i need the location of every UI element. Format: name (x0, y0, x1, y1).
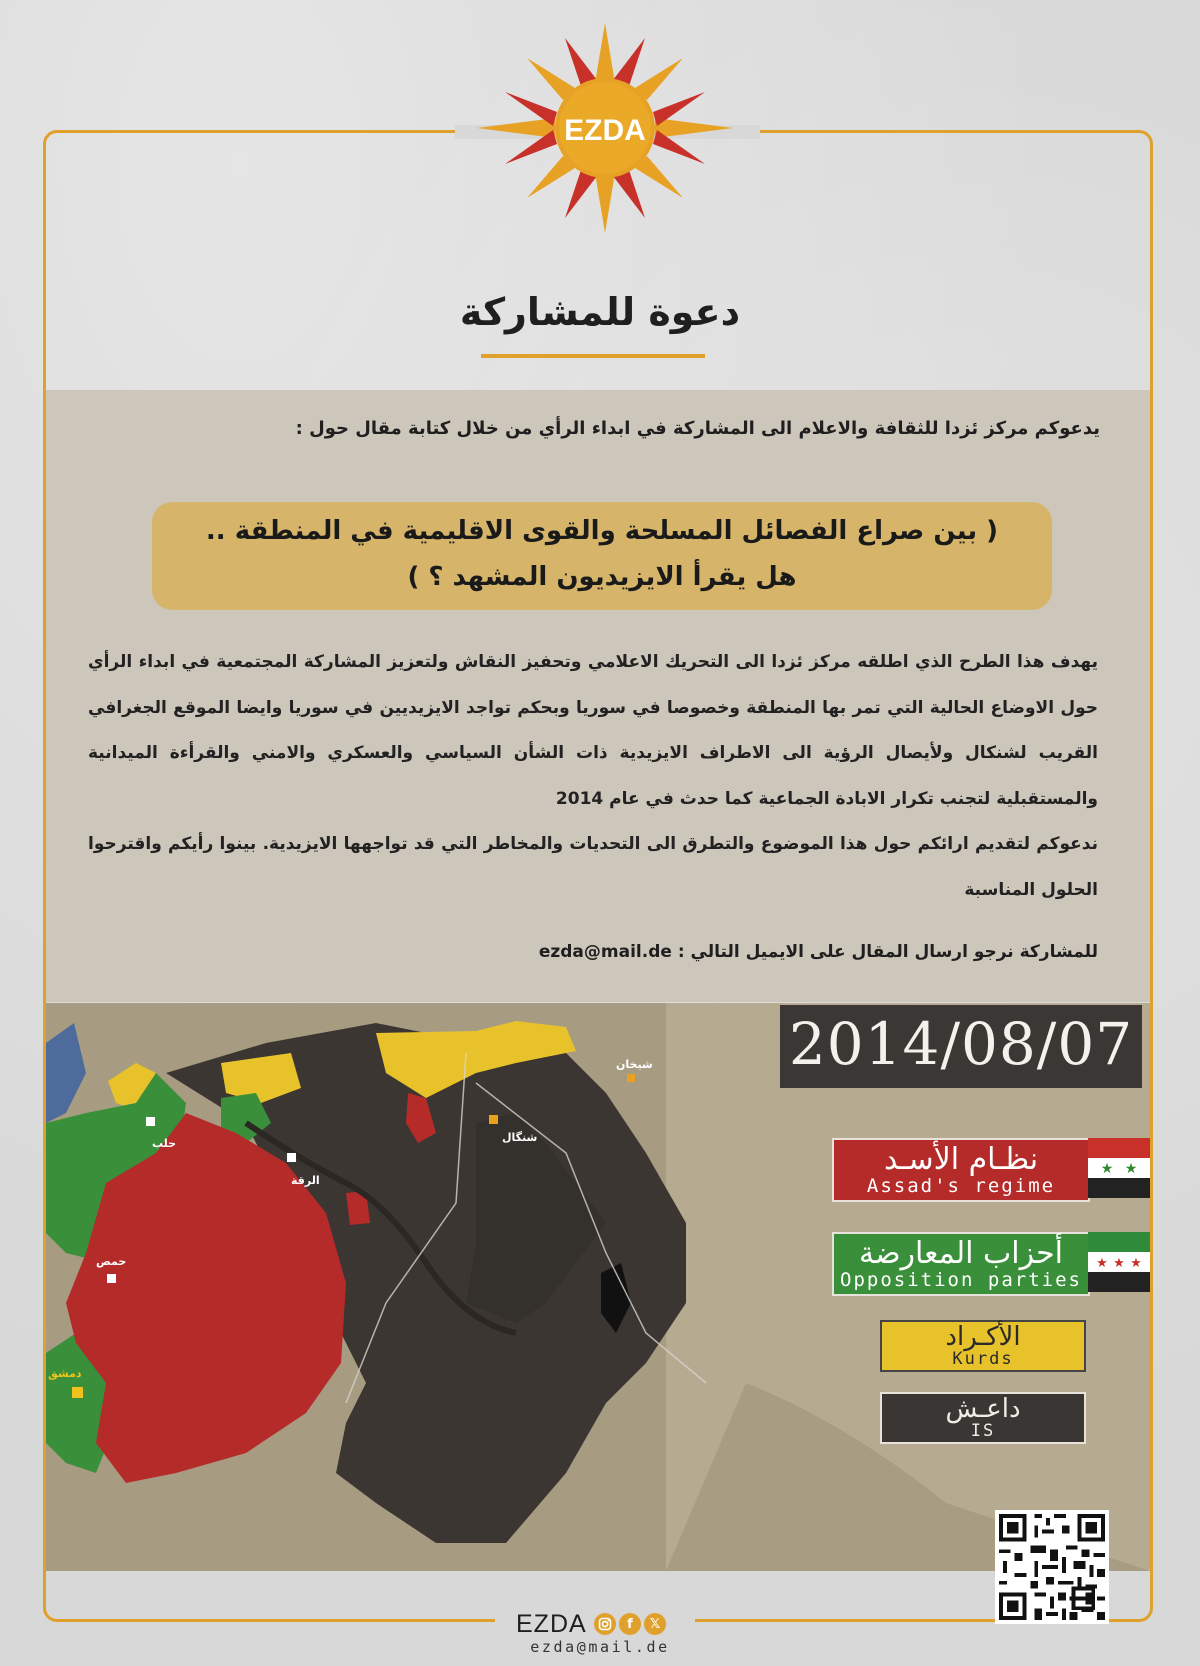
headline-line: ( بين صراع الفصائل المسلحة والقوى الاقليمية في المنطقة .. (205, 516, 999, 546)
legend-label-ar: أحزاب المعارضة (858, 1236, 1064, 1271)
qr-code[interactable] (995, 1510, 1109, 1624)
headline-box (152, 502, 1052, 610)
city-label-shingal: شنگال (502, 1131, 538, 1144)
city-marker (489, 1115, 498, 1124)
legend-kurds (880, 1320, 1086, 1372)
sun-ray (505, 130, 557, 164)
sun-ray (635, 156, 683, 198)
sun-ray (565, 38, 597, 86)
body-paragraph: ندعوكم لتقديم ارائكم حول هذا الموضوع والتطرق الى التحديات والمخاطر التي قد تواجهها الايزيدية. بينوا رأيكم واقترحوا الحلول المناسبة (88, 834, 1098, 900)
headline-line: هل يقرأ الايزيديون المشهد ؟ ) (407, 562, 797, 592)
legend-label-ar: الأكـراد (945, 1322, 1021, 1352)
city-label-raqqa: الرقة (291, 1174, 320, 1187)
sun-ray (595, 23, 615, 83)
city-marker (107, 1274, 116, 1283)
city-marker (72, 1387, 83, 1398)
legend-opposition (832, 1232, 1090, 1296)
legend-label-en: Opposition parties (840, 1269, 1082, 1291)
sun-ray (527, 58, 575, 100)
sun-ray (653, 92, 705, 126)
ezda-logo (477, 12, 733, 242)
legend-label-en: IS (970, 1421, 996, 1441)
syria-opposition-flag (1088, 1232, 1150, 1292)
legend-label-en: Kurds (952, 1349, 1014, 1369)
legend-label-ar: نظـام الأسـد (883, 1142, 1039, 1177)
logo-text: EZDA (564, 114, 646, 147)
svg-text:★: ★ (1124, 1161, 1138, 1177)
contact-label: للمشاركة نرجو ارسال المقال على الايميل التالي : (677, 942, 1098, 962)
sun-ray (613, 38, 645, 86)
svg-text:★: ★ (1113, 1256, 1125, 1271)
svg-text:★: ★ (1130, 1256, 1142, 1271)
instagram-icon[interactable] (594, 1613, 616, 1635)
sun-ray (655, 118, 733, 138)
sun-ray (653, 130, 705, 164)
syria-regime-flag (1088, 1138, 1150, 1198)
svg-text:★: ★ (1100, 1161, 1114, 1177)
city-label-aleppo: حلب (152, 1137, 177, 1150)
facebook-icon[interactable]: f (619, 1613, 641, 1635)
city-marker (146, 1117, 155, 1126)
contact-email[interactable]: ezda@mail.de (538, 942, 672, 962)
city-label-homs: حمص (96, 1255, 127, 1268)
city-marker (287, 1153, 296, 1162)
map-date: 2014/08/07 (788, 1010, 1134, 1078)
footer-brand: EZDA (516, 1610, 587, 1638)
legend-is (880, 1392, 1086, 1444)
city-label-damascus: دمشق (48, 1367, 82, 1380)
sun-ray (565, 170, 597, 218)
intro-text: يدعوكم مركز ئزدا للثقافة والاعلام الى المشاركة في ابداء الرأي من خلال كتابة مقال حول : (295, 418, 1100, 439)
svg-text:★: ★ (1096, 1256, 1108, 1271)
page-title: دعوة للمشاركة (459, 290, 741, 334)
legend-assad (832, 1138, 1090, 1202)
footer-email[interactable]: ezda@mail.de (530, 1638, 670, 1656)
legend-label-en: Assad's regime (866, 1175, 1056, 1197)
body-text (88, 640, 1098, 913)
body-paragraph: يهدف هذا الطرح الذي اطلقه مركز ئزدا الى التحريك الاعلامي وتحفيز النقاش ولتعزيز المشاركة المجتمعية في ابداء الرأي حول الاوضاع الحالية التي تمر بها المنطقة وخصوصا في سوريا وبحكم تواجد الايزيديين في سوريا وايضا الموقع الجغرافي القريب لشنكال ولأيصال الرؤية الى الاطراف الايزيدية ذات الشأن السياسي والعسكري والامني والقرأءة الميدانية والمستقبلية لتجنب تكرار الابادة الجماعية كما حدث في عام 2014 (88, 652, 1098, 809)
city-marker (627, 1074, 635, 1082)
sun-ray (635, 58, 683, 100)
sun-ray (505, 92, 557, 126)
sun-ray (527, 156, 575, 198)
sun-ray (477, 118, 555, 138)
sun-ray (613, 170, 645, 218)
sun-ray (595, 173, 615, 233)
legend-label-ar: داعـش (945, 1394, 1021, 1424)
contact-line (539, 942, 1098, 962)
x-icon[interactable]: 𝕏 (644, 1613, 666, 1635)
title-underline (481, 354, 705, 358)
city-label-shekhan: شيخان (616, 1058, 653, 1071)
